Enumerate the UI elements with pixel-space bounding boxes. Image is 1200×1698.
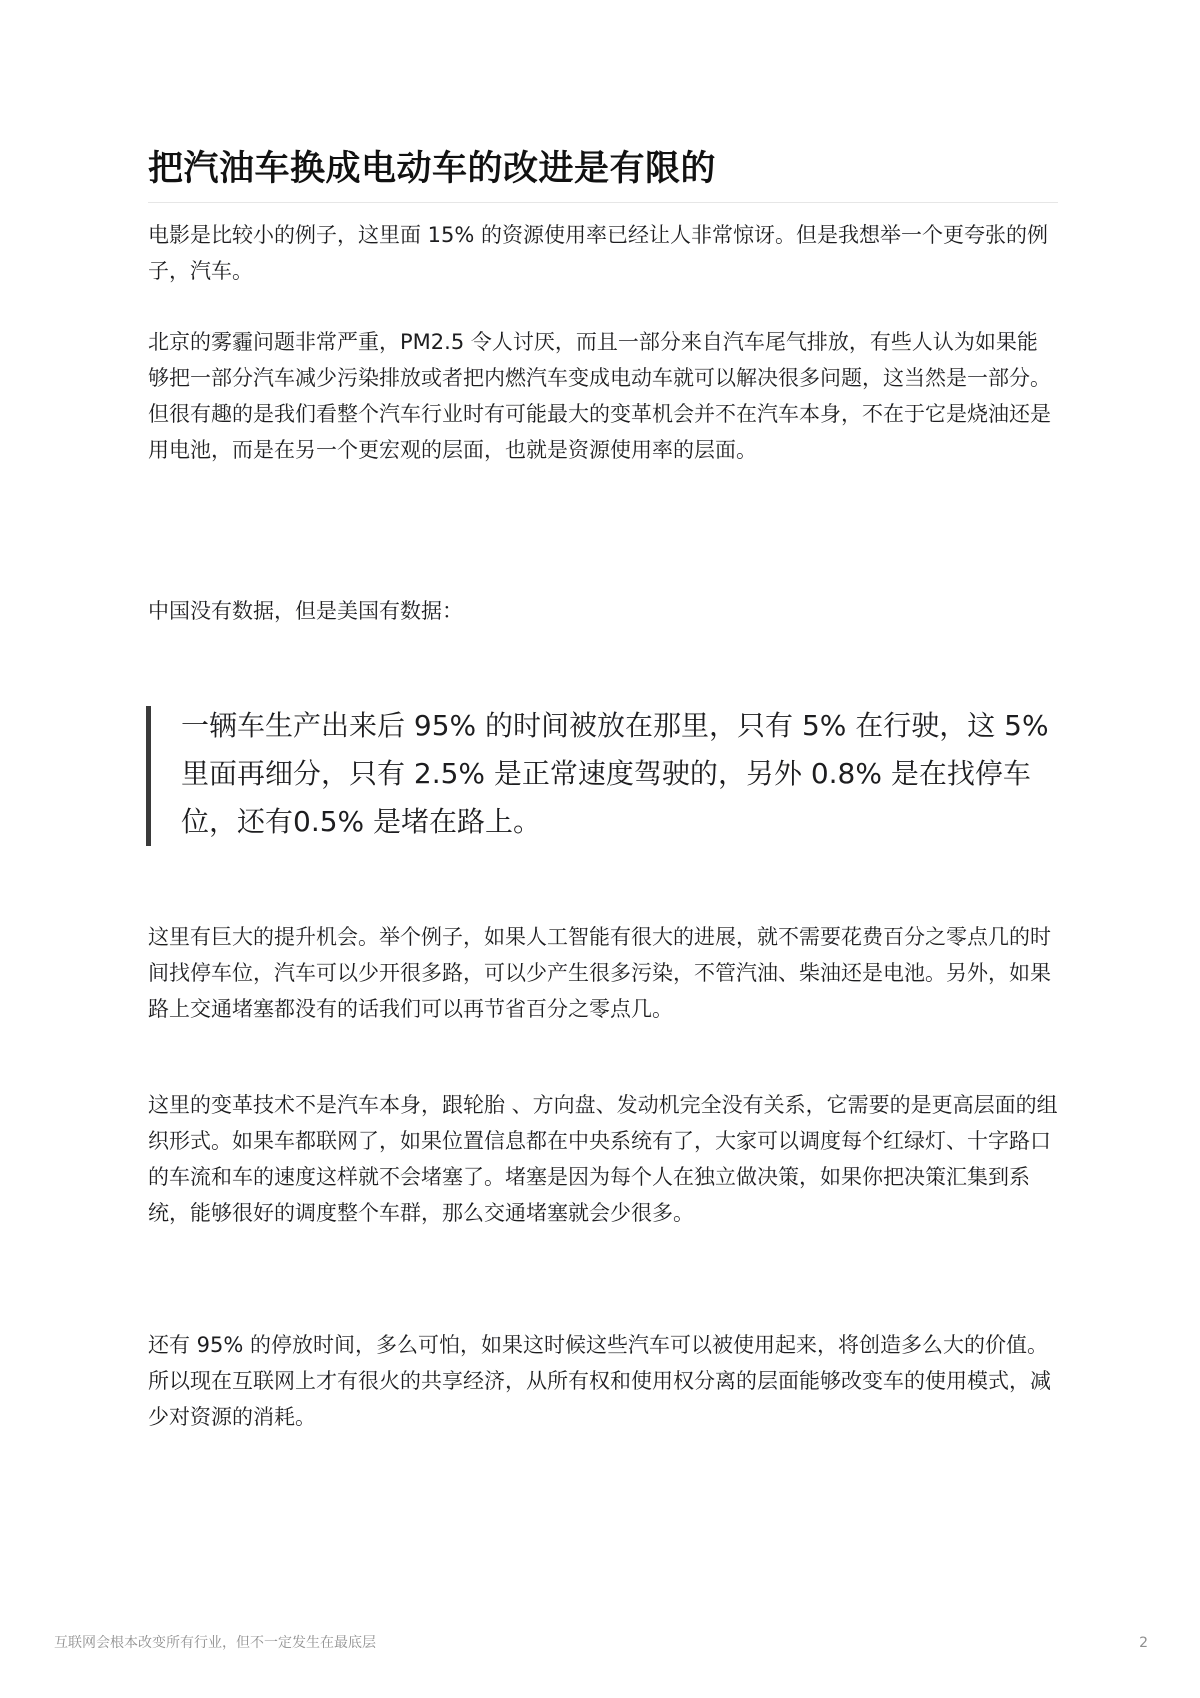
footer-title: 互联网会根本改变所有行业，但不一定发生在最底层 — [54, 1635, 376, 1651]
heading-divider — [148, 202, 1058, 203]
paragraph-sharing-economy: 还有 95% 的停放时间，多么可怕，如果这时候这些汽车可以被使用起来，将创造多么大的价值。所以现在互联网上才有很火的共享经济，从所有权和使用权分离的层面能够改变车的使用模式，减少对资源的消耗。 — [148, 1333, 1051, 1429]
paragraph-improvement-opportunity: 这里有巨大的提升机会。举个例子，如果人工智能有很大的进展，就不需要花费百分之零点几的时间找停车位，汽车可以少开很多路，可以少产生很多污染，不管汽油、柴油还是电池。另外，如果路上交通堵塞都没有的话我们可以再节省百分之零点几。 — [148, 925, 1051, 1021]
page-number: 2 — [1139, 1635, 1148, 1651]
paragraph-data-intro: 中国没有数据，但是美国有数据： — [148, 599, 463, 623]
paragraph-movie-example: 电影是比较小的例子，这里面 15% 的资源使用率已经让人非常惊讶。但是我想举一个更夸张的例子，汽车。 — [148, 223, 1049, 283]
blockquote-text: 一辆车生产出来后 95% 的时间被放在那里，只有 5% 在行驶，这 5% 里面再细分，只有 2.5% 是正常速度驾驶的，另外 0.8% 是在找停车位，还有0.5% 是堵在路上。 — [181, 709, 1049, 838]
section-heading: 把汽油车换成电动车的改进是有限的 — [148, 149, 717, 189]
paragraph-organization-form: 这里的变革技术不是汽车本身，跟轮胎 、方向盘、发动机完全没有关系，它需要的是更高层面的组织形式。如果车都联网了，如果位置信息都在中央系统有了，大家可以调度每个红绿灯、十字路口的车流和车的速度这样就不会堵塞了。堵塞是因为每个人在独立做决策，如果你把决策汇集到系统，能够很好的调度整个车群，那么交通堵塞就会少很多。 — [148, 1093, 1058, 1225]
paragraph-beijing-smog: 北京的雾霾问题非常严重，PM2.5 令人讨厌，而且一部分来自汽车尾气排放，有些人认为如果能够把一部分汽车减少污染排放或者把内燃汽车变成电动车就可以解决很多问题，这当然是一部分。但很有趣的是我们看整个汽车行业时有可能最大的变革机会并不在汽车本身，不在于它是烧油还是用电池，而是在另一个更宏观的层面，也就是资源使用率的层面。 — [148, 330, 1051, 462]
blockquote — [146, 706, 1066, 846]
